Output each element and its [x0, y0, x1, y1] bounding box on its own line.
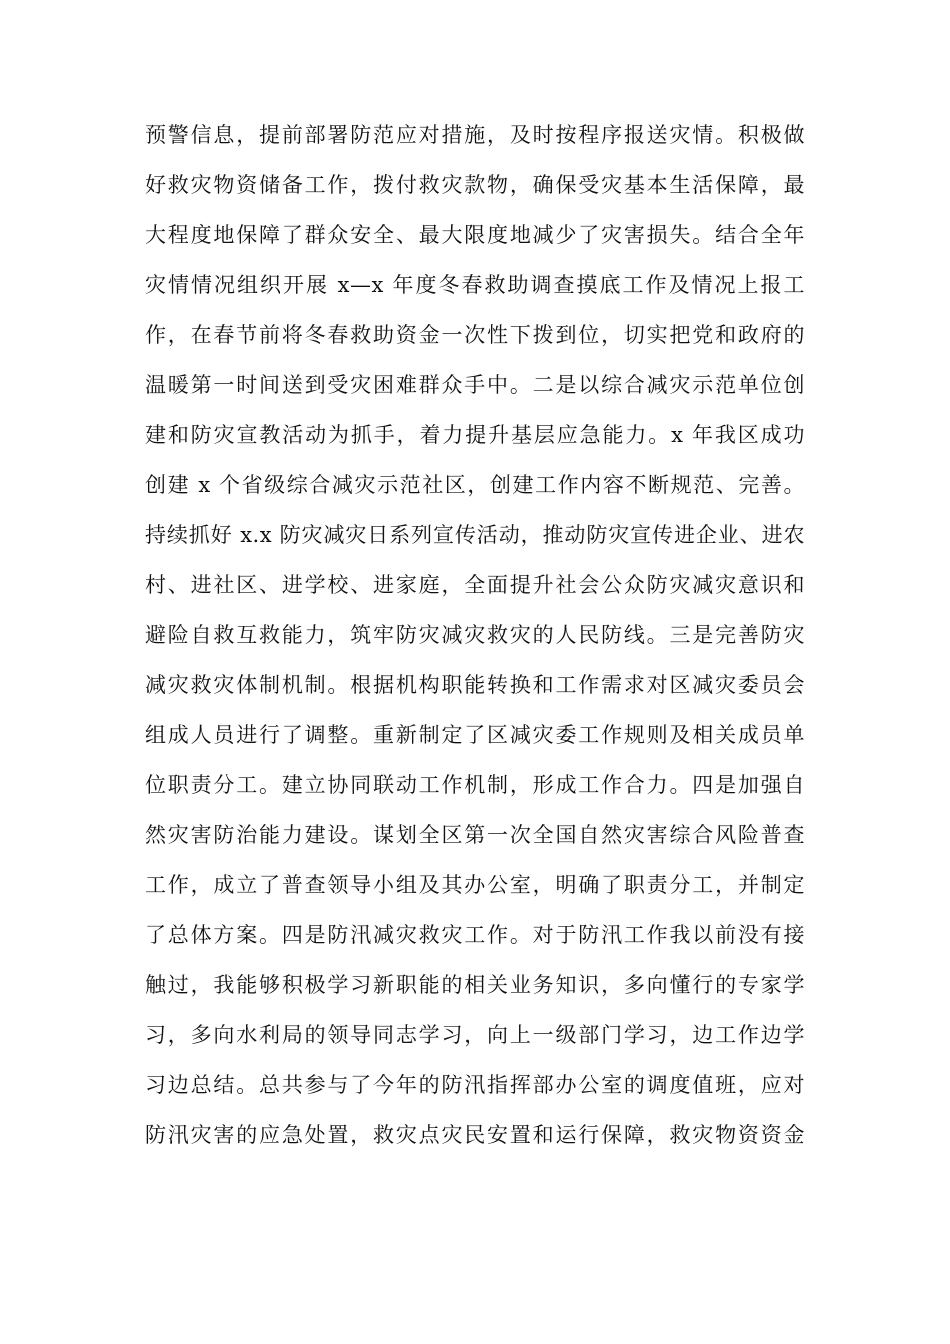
text-line: 好救灾物资储备工作，拨付救灾款物，确保受灾基本生活保障，最	[145, 173, 805, 197]
text-line: 避险自救互救能力，筑牢防灾减灾救灾的人民防线。三是完善防灾	[145, 623, 805, 647]
text-line: 作，在春节前将冬春救助资金一次性下拨到位，切实把党和政府的	[145, 323, 805, 347]
text-line: 村、进社区、进学校、进家庭，全面提升社会公众防灾减灾意识和	[145, 573, 805, 597]
text-line: 触过，我能够积极学习新职能的相关业务知识，多向懂行的专家学	[145, 973, 805, 997]
text-line: 位职责分工。建立协同联动工作机制，形成工作合力。四是加强自	[145, 773, 805, 797]
text-line: 建和防灾宣教活动为抓手，着力提升基层应急能力。x 年我区成功	[145, 423, 805, 447]
text-line: 预警信息，提前部署防范应对措施，及时按程序报送灾情。积极做	[145, 123, 805, 147]
text-line: 创建 x 个省级综合减灾示范社区，创建工作内容不断规范、完善。	[145, 473, 805, 497]
text-line: 习边总结。总共参与了今年的防汛指挥部办公室的调度值班，应对	[145, 1073, 805, 1097]
text-line: 然灾害防治能力建设。谋划全区第一次全国自然灾害综合风险普查	[145, 823, 805, 847]
text-line: 温暖第一时间送到受灾困难群众手中。二是以综合减灾示范单位创	[145, 373, 805, 397]
text-line: 组成人员进行了调整。重新制定了区减灾委工作规则及相关成员单	[145, 723, 805, 747]
text-line: 灾情情况组织开展 x—x 年度冬春救助调查摸底工作及情况上报工	[145, 273, 805, 297]
text-line: 了总体方案。四是防汛减灾救灾工作。对于防汛工作我以前没有接	[145, 923, 805, 947]
text-line: 减灾救灾体制机制。根据机构职能转换和工作需求对区减灾委员会	[145, 673, 805, 697]
document-body	[145, 110, 805, 1160]
text-line: 工作，成立了普查领导小组及其办公室，明确了职责分工，并制定	[145, 873, 805, 897]
text-line: 习，多向水利局的领导同志学习，向上一级部门学习，边工作边学	[145, 1023, 805, 1047]
text-line: 持续抓好 x.x 防灾减灾日系列宣传活动，推动防灾宣传进企业、进农	[145, 523, 805, 547]
text-line: 大程度地保障了群众安全、最大限度地减少了灾害损失。结合全年	[145, 223, 805, 247]
text-line: 防汛灾害的应急处置，救灾点灾民安置和运行保障，救灾物资资金	[145, 1123, 805, 1147]
